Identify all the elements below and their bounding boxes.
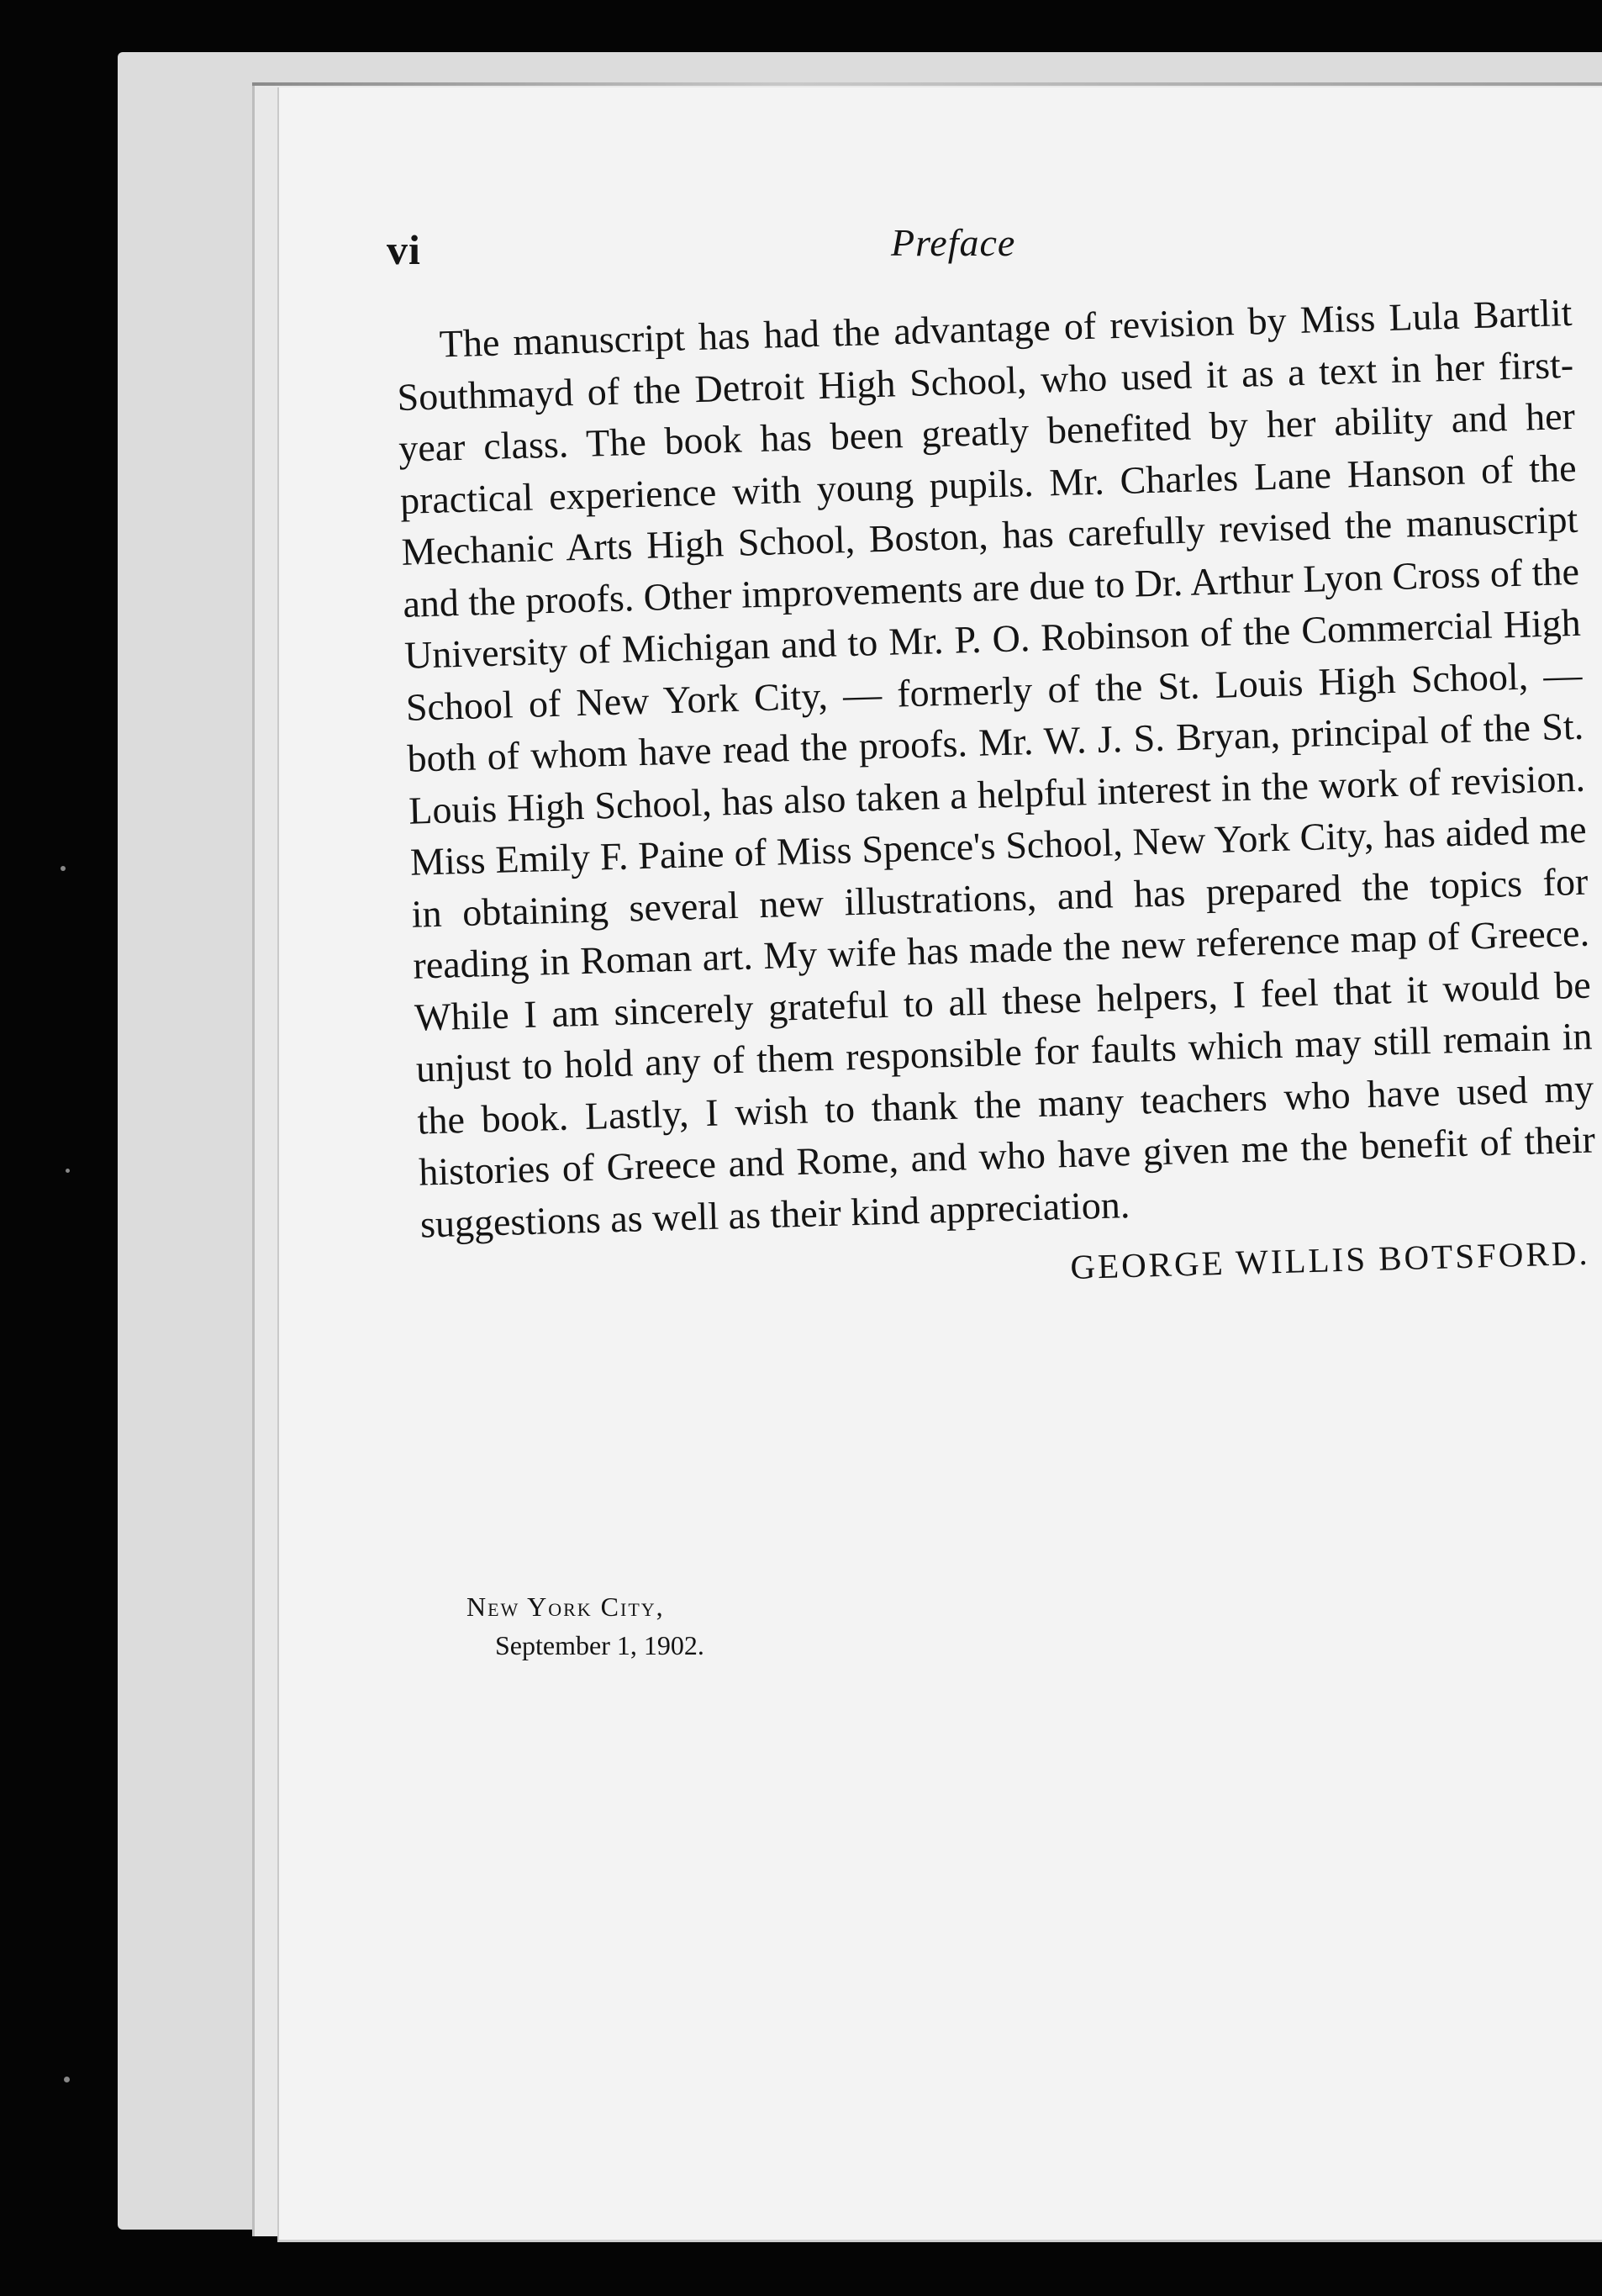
scan-speck	[61, 866, 66, 871]
scan-speck	[64, 2077, 70, 2082]
scan-speck	[66, 1169, 70, 1173]
dateline-place: New York City,	[466, 1591, 665, 1622]
dateline	[466, 1587, 704, 1665]
author-signature: GEORGE WILLIS BOTSFORD.	[1069, 1232, 1591, 1286]
running-head: Preface	[891, 221, 1016, 264]
dateline-date: September 1, 1902.	[495, 1630, 704, 1660]
preface-paragraph: The manuscript has had the advantage of revision by Miss Lula Bartlit Southmayd of the Detroit High School, who used it as a text in her first-year class. The book has been greatly benefited by her ability and her practical experience with young pupils. Mr. Charles Lane Hanson of the Mechanic Arts High School, Boston, has carefully revised the manuscript and the proofs. Other improvements are due to Dr. Arthur Lyon Cross of the University of Michigan and to Mr. P. O. Robinson of the Commercial High School of New York City, — formerly of the St. Louis High School, — both of whom have read the proofs. Mr. W. J. S. Bryan, principal of the St. Louis High School, has also taken a helpful interest in the work of revision. Miss Emily F. Paine of Miss Spence's School, New York City, has aided me in obtaining several new illustrations, and has prepared the topics for reading in Roman art. My wife has made the new reference map of Greece. While I am sincerely grateful to all these helpers, I feel that it would be unjust to hold any of them responsible for faults which may still remain in the book. Lastly, I wish to thank the many teachers who have used my histories of Greece and Rome, and who have given me the benefit of their suggestions as well as their kind appreciation.	[396, 290, 1596, 1246]
preface-text-block	[395, 287, 1599, 1306]
page-top-edge	[252, 82, 1602, 86]
page-number: vi	[387, 226, 421, 273]
